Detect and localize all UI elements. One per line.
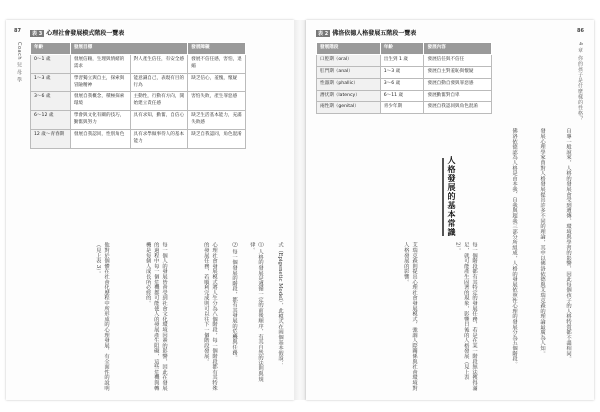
table-cell: 性器期（phallic） [317, 78, 381, 90]
table-cell: 發展自我概念，積極探索環境 [70, 92, 130, 111]
left-paragraph: 他對於個體在社會化歷程中所形成的心理發展，有全面性的說明（見上表 3）。 [94, 242, 109, 391]
table-cell: 兩性期（genital） [317, 102, 381, 114]
left-running-head: Coach 兒 母 學 [16, 42, 22, 83]
table2-header-content: 發展內容 [424, 43, 492, 55]
table-cell: 發展不信任感，害怕，退縮 [188, 54, 246, 73]
table-row [317, 54, 492, 66]
table-cell: 具有求知，勤奮，自信心 [130, 111, 188, 130]
table-cell: 缺乏生活基本能力，充滿失敗感 [188, 111, 246, 130]
table2-header-stage: 發展階段 [317, 43, 381, 55]
table2-title [316, 28, 416, 37]
table3 [30, 42, 246, 149]
section-heading-bar [442, 158, 444, 236]
table-cell: 6～11 歲 [380, 90, 424, 102]
table-cell: 對人產生信任，有安全感 [130, 54, 188, 73]
table2 [316, 42, 492, 114]
table3-header-goal: 發展目標 [70, 43, 187, 55]
table-cell: 發展信賴，生理與情緒的需求 [70, 54, 130, 73]
table-cell: 發展信任與不信任 [424, 54, 492, 66]
right-page-number: 86 [577, 28, 584, 34]
left-paragraph: ⑴ 人格的發展是遵循一定的前後順序，有其自然的法則與規律。 [248, 242, 263, 382]
table-cell: 發展自主對羞恥與懷疑 [424, 66, 492, 78]
table-cell: 發展自動自發與罪惡感 [424, 78, 492, 90]
table-row [31, 54, 246, 73]
table-cell: 發展自我認同，性別角色 [70, 130, 130, 149]
right-paragraph: 自專一般說來，人格的發展會受到遺傳、環境與學習的影響，因此每個孩子的人格特質都不盡相同。 [565, 128, 571, 362]
table-cell: 青少年期 [380, 102, 424, 114]
table-row [317, 78, 492, 90]
table-cell: 發展勤奮對自卑 [424, 90, 492, 102]
table-cell: 害怕失敗，產生罪惡感 [188, 92, 246, 111]
table-cell: 1～3 歲 [31, 73, 71, 92]
table-row [31, 92, 246, 111]
left-paragraph: ⑵ 每一個發展的階段，都有其發展的危機與任務。 [231, 242, 237, 361]
table-cell: 肛門期（anal） [317, 66, 381, 78]
left-page-number: 87 [14, 28, 21, 34]
table3-header-age: 年齡 [31, 43, 71, 55]
right-page [306, 20, 594, 400]
table-row [31, 73, 246, 92]
left-paragraph: 每一個人的發展皆會受到社會文化環境因素的影響，因此在發展的過程中每一個危機都可能使人的發展產生阻礙，這些危機與轉機是每個人成長所必經的。 [144, 242, 167, 391]
table2-header-age: 年齡 [380, 43, 424, 55]
table-row [317, 66, 492, 78]
table2-title-text: 佛洛依德人格發展五階段一覽表 [332, 30, 417, 37]
table-cell: 能意識自己，表現有目的行為 [130, 73, 188, 92]
table-cell: 3～6 歲 [31, 92, 71, 111]
table-cell: 具有求學做事待人的基本能力 [130, 130, 188, 149]
table2-tag: 表 2 [318, 31, 329, 37]
table-cell: 主動性，行動有方向，開始建立責任感 [130, 92, 188, 111]
table2-header-row [317, 43, 492, 55]
table3-title-text: 心理社會發展模式階段一覽表 [46, 30, 125, 37]
table3-header-barrier: 發展障礙 [188, 43, 246, 55]
left-paragraph: 心理社會發展模式將人生分為八個階段，每一個階段都有其特殊的發展任務，若順利完成則可以往下一個階段發展。 [202, 242, 217, 391]
table-cell: 0～1 歲 [31, 54, 71, 73]
table-cell: 缺乏自我認同，角色混淆 [188, 130, 246, 149]
right-paragraph: 艾瑞克森則提出心理社會發展模式，強調人際關係與社會環境對人格發展的影響。 [402, 242, 417, 391]
section-heading: 人格發展的基本常識 [447, 156, 456, 237]
right-running-head: 4 章 你的孩子是什麼樣的性格？ [577, 42, 583, 122]
table-row [317, 102, 492, 114]
table-cell: 口腔期（oral） [317, 54, 381, 66]
table-cell: 12 歲～青春期 [31, 130, 71, 149]
table-row [317, 90, 492, 102]
table3-tag: 表 3 [32, 31, 43, 37]
table-cell: 學會與文化有關的技巧，勤奮與努力 [70, 111, 130, 130]
table-cell: 3～6 歲 [380, 78, 424, 90]
table-cell: 潛伏期（latency） [317, 90, 381, 102]
left-page [6, 20, 294, 400]
table3-header-row [31, 43, 246, 55]
right-paragraph: 每一個階段都有其特定的發展任務，若是在某一階段無法獲得滿足，就可能產生固著的現象，影響日後的人格發展（見上表 2）。 [454, 242, 477, 391]
table-cell: 出生到 1 歲 [380, 54, 424, 66]
table-cell: 1～3 歲 [380, 66, 424, 78]
table-cell: 發展自我認同與角色混淆 [424, 102, 492, 114]
table-row [31, 130, 246, 149]
table-cell: 缺乏信心，羞愧，懷疑 [188, 73, 246, 92]
right-paragraph: 發展心理學家曾對人格發展提出許多不同的理論，其中以佛洛依德與艾瑞克森的理論最廣為人知。 [539, 128, 545, 356]
table-cell: 學習獨立與自主，探索與冒險精神 [70, 73, 130, 92]
table-cell: 6～12 歲 [31, 111, 71, 130]
book-gutter [294, 20, 306, 400]
left-paragraph: 式（Epigenetic Model），此模式在兩個基本假設： [277, 242, 283, 367]
table-row [31, 111, 246, 130]
right-paragraph: 佛洛依德認為人格是由本我、自我與超我三部分所組成，人格的發展依照性心理的發展分為五個階段。 [511, 128, 517, 367]
table3-title [30, 28, 124, 37]
